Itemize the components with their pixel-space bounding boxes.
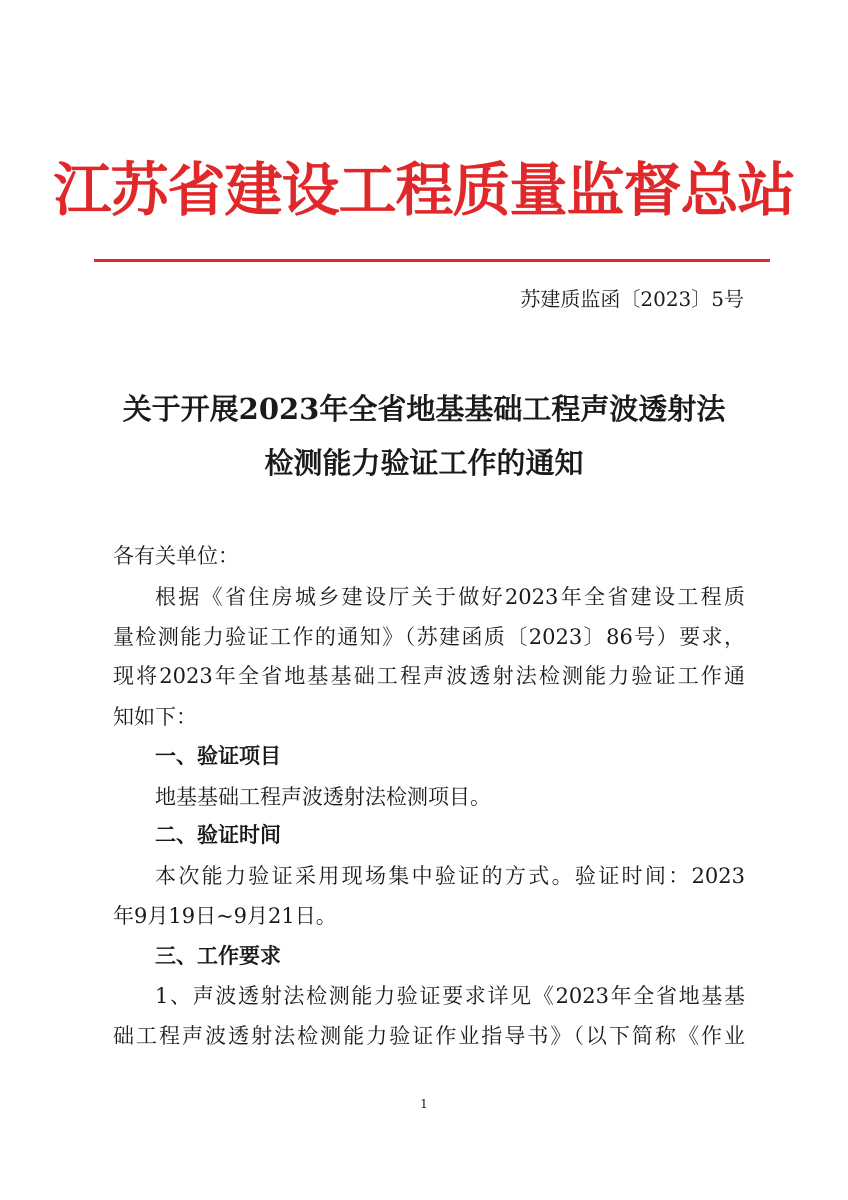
section-heading-verification-item: 一、验证项目 [155, 744, 281, 768]
intro-paragraph-line-1: 根据《省住房城乡建设厅关于做好2023年全省建设工程质 [155, 585, 745, 609]
intro-paragraph-line-4: 知如下： [113, 705, 197, 729]
salutation: 各有关单位： [113, 544, 239, 568]
masthead-red-rule [94, 259, 770, 262]
section-heading-work-requirements: 三、工作要求 [155, 944, 281, 968]
document-title-line-1: 关于开展2023年全省地基基础工程声波透射法 [122, 392, 726, 426]
section-text-verification-item: 地基基础工程声波透射法检测项目。 [155, 785, 491, 809]
document-number: 苏建质监函〔2023〕5号 [520, 287, 744, 311]
section-text-work-requirements-line-2: 础工程声波透射法检测能力验证作业指导书》（以下简称《作业 [113, 1024, 745, 1048]
page-number: 1 [420, 1097, 428, 1111]
intro-paragraph-line-3: 现将2023年全省地基基础工程声波透射法检测能力验证工作通 [113, 664, 745, 688]
section-text-verification-time-line-2: 年9月19日~9月21日。 [113, 904, 337, 928]
document-title-line-2: 检测能力验证工作的通知 [264, 446, 584, 480]
section-text-work-requirements-line-1: 1、声波透射法检测能力验证要求详见《2023年全省地基基 [155, 984, 745, 1008]
masthead-organization: 江苏省建设工程质量监督总站 [53, 156, 795, 224]
intro-paragraph-line-2: 量检测能力验证工作的通知》（苏建函质〔2023〕86号）要求， [113, 625, 745, 649]
section-text-verification-time-line-1: 本次能力验证采用现场集中验证的方式。验证时间：2023 [155, 864, 745, 888]
section-heading-verification-time: 二、验证时间 [155, 823, 281, 847]
